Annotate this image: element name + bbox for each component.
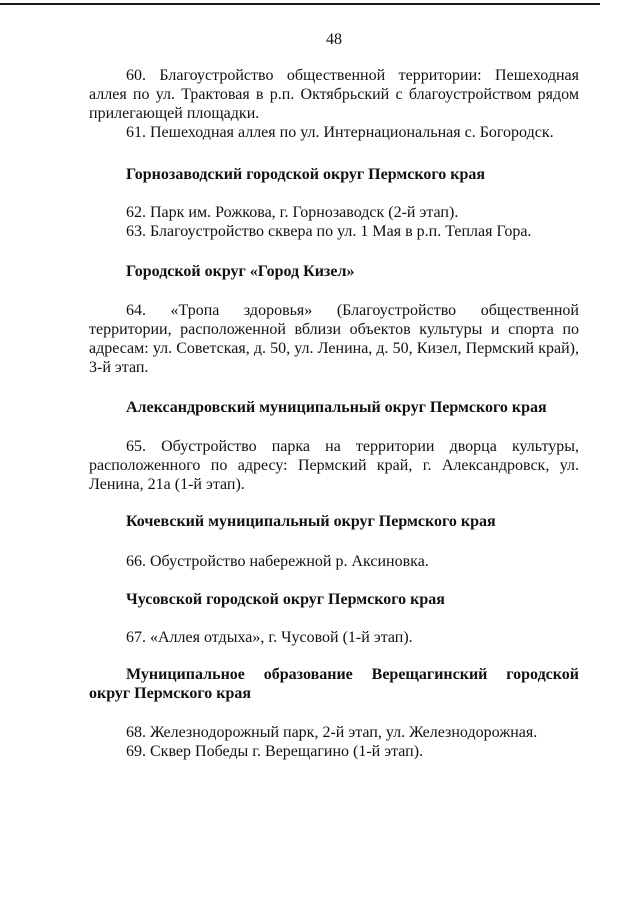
list-item-68: 68. Железнодорожный парк, 2-й этап, ул. Железнодорожная. (126, 724, 538, 741)
list-item-69: 69. Сквер Победы г. Верещагино (1-й этап). (126, 743, 424, 760)
list-item-60: 60. Благоустройство общественной территории: Пешеходная аллея по ул. Трактовая в р.п. Октябрьский с благоустройством рядом прилегающей площадки. (89, 67, 579, 122)
section-heading-gornozavodsk: Горнозаводский городской округ Пермского края (126, 166, 485, 183)
list-item-67: 67. «Аллея отдыха», г. Чусовой (1-й этап). (126, 629, 413, 646)
section-items-gornozavodsk (89, 203, 579, 241)
section-items-chusovoy (89, 628, 579, 647)
section-items-kochevo (89, 552, 579, 571)
section-items-aleksandrovsk (89, 437, 579, 494)
list-item-62: 62. Парк им. Рожкова, г. Горнозаводск (2-й этап). (126, 204, 459, 221)
list-item-61: 61. Пешеходная аллея по ул. Интернациональная с. Богородск. (126, 124, 554, 141)
section-heading-chusovoy: Чусовской городской округ Пермского края (126, 591, 445, 608)
section-heading-aleksandrovsk: Александровский муниципальный округ Пермского края (126, 399, 547, 416)
top-border-line (0, 3, 600, 5)
section-items-kizel (89, 301, 579, 377)
section-items-intro (89, 66, 579, 142)
list-item-66: 66. Обустройство набережной р. Аксиновка. (126, 553, 429, 570)
section-heading-kochevo: Кочевский муниципальный округ Пермского края (126, 513, 496, 530)
section-heading-vereshchagino: Муниципальное образование Верещагинский городской округ Пермского края (89, 666, 579, 702)
section-heading-kizel: Городской округ «Город Кизел» (126, 263, 355, 280)
list-item-64: 64. «Тропа здоровья» (Благоустройство общественной территории, расположенной вблизи объектов культуры и спорта по адресам: ул. Советская, д. 50, ул. Ленина, д. 50, Кизел, Пермский край), 3-й этап. (89, 302, 579, 376)
list-item-65: 65. Обустройство парка на территории дворца культуры, расположенного по адресу: Пермский край, г. Александровск, ул. Ленина, 21а (1-й этап). (89, 438, 579, 493)
section-items-vereshchagino (89, 723, 579, 761)
list-item-63: 63. Благоустройство сквера по ул. 1 Мая в р.п. Теплая Гора. (126, 223, 532, 240)
page-number: 48 (326, 31, 342, 48)
